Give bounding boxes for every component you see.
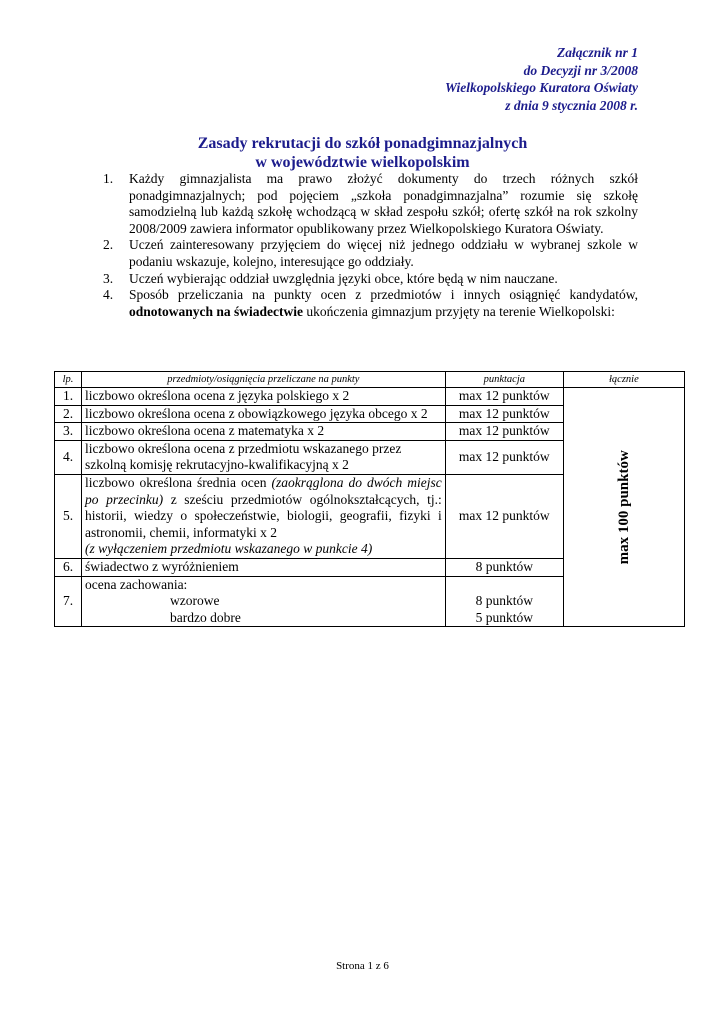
- header-line-3: Wielkopolskiego Kuratora Oświaty: [444, 80, 638, 95]
- rule-text-part: Sposób przeliczania na punkty ocen z przedmiotów i innych osiągnięć kandydatów,: [129, 287, 638, 303]
- rule-text: Uczeń zainteresowany przyjęciem do więcej niż jednego oddziału w wybranej szkole w podaniu wskazuje, kolejno, interesujące go oddziały.: [129, 237, 638, 269]
- total-value: max 100 punktów: [615, 450, 632, 565]
- row-description: liczbowo określona ocena z obowiązkowego języka obcego x 2: [82, 405, 446, 423]
- row-description: [82, 576, 446, 627]
- rule-text-bold: odnotowanych na świadectwie: [129, 303, 304, 319]
- rule-text-part: ukończenia gimnazjum przyjęty na terenie Wielkopolski:: [303, 303, 615, 319]
- row-points: [445, 576, 563, 627]
- row-points: max 12 punktów: [445, 474, 563, 558]
- row-description-part: liczbowo określona średnia ocen: [85, 474, 272, 490]
- row-description-italic: (zaokrąglona do dwóch miejsc po przecinku): [85, 474, 442, 507]
- rule-number: 1.: [103, 171, 114, 186]
- points-table: [54, 371, 685, 627]
- rules-list: [103, 171, 638, 320]
- rule-number: 2.: [103, 237, 114, 253]
- header-total: łącznie: [563, 372, 684, 388]
- row-number: 6.: [55, 558, 82, 576]
- rule-item: [103, 287, 638, 320]
- page-footer: Strona 1 z 6: [336, 960, 389, 972]
- row-number: 5.: [55, 474, 82, 558]
- row-description: [82, 474, 446, 558]
- row-number: 4.: [55, 440, 82, 474]
- row-description: liczbowo określona ocena z matematyka x 2: [82, 423, 446, 441]
- row-number: 1.: [55, 388, 82, 406]
- row-number: 2.: [55, 405, 82, 423]
- table-row: [55, 388, 685, 406]
- row-description-part: z sześciu przedmiotów ogólnokształcących, tj.: historii, wiedzy o społeczeństwie, biologii, geografii, fizyki i astronomii, chemii, informatyki x 2: [85, 491, 442, 540]
- row-points: 8 punktów: [445, 558, 563, 576]
- title-line-1: Zasady rekrutacji do szkół ponadgimnazjalnych: [197, 135, 528, 152]
- rule-text: Uczeń wybierając oddział uwzględnia języki obce, które będą w nim nauczane.: [129, 270, 558, 286]
- row-points: max 12 punktów: [445, 388, 563, 406]
- rule-number: 3.: [103, 270, 114, 286]
- title-line-2: w województwie wielkopolskim: [255, 154, 470, 171]
- rule-item: [103, 171, 638, 237]
- row-description-label: ocena zachowania:: [85, 576, 188, 592]
- header-subjects: przedmioty/osiągnięcia przeliczane na punkty: [82, 372, 446, 388]
- row-description: świadectwo z wyróżnieniem: [82, 558, 446, 576]
- row-points: max 12 punktów: [445, 405, 563, 423]
- document-title: [0, 134, 725, 172]
- total-cell: [563, 388, 684, 627]
- header-line-4: z dnia 9 stycznia 2008 r.: [505, 97, 638, 113]
- header-line-2: do Decyzji nr 3/2008: [523, 62, 638, 78]
- row-points: max 12 punktów: [445, 440, 563, 474]
- rule-item: [103, 271, 638, 288]
- row-subitem: bardzo dobre: [170, 609, 241, 625]
- row-note: (z wyłączeniem przedmiotu wskazanego w punkcie 4): [85, 541, 373, 557]
- table-header-row: [55, 372, 685, 388]
- row-subitem: wzorowe: [170, 593, 220, 609]
- row-points-2: 5 punktów: [475, 609, 533, 625]
- attachment-header: [445, 44, 638, 114]
- header-points: punktacja: [445, 372, 563, 388]
- header-line-1: Załącznik nr 1: [556, 45, 638, 60]
- row-points: max 12 punktów: [445, 423, 563, 441]
- row-description: liczbowo określona ocena z języka polskiego x 2: [82, 388, 446, 406]
- rule-text: Każdy gimnazjalista ma prawo złożyć dokumenty do trzech różnych szkół ponadgimnazjalnych; pod pojęciem „szkoła ponadgimnazjalna” rozumie się szkołę samodzielną lub każdą szkołę wchodzącą w skład zespołu szkół; ofertę szkół na rok szkolny 2008/2009 zawiera informator opublikowany przez Wielkopolskiego Kuratora Oświaty.: [129, 171, 638, 236]
- row-number: 7.: [55, 576, 82, 627]
- rule-number: 4.: [103, 287, 114, 303]
- header-lp: lp.: [55, 372, 82, 388]
- row-number: 3.: [55, 423, 82, 441]
- rule-item: [103, 237, 638, 270]
- row-description: liczbowo określona ocena z przedmiotu wskazanego przez szkolną komisję rekrutacyjno-kwalifikacyjną x 2: [82, 440, 446, 474]
- row-points-1: 8 punktów: [475, 593, 533, 609]
